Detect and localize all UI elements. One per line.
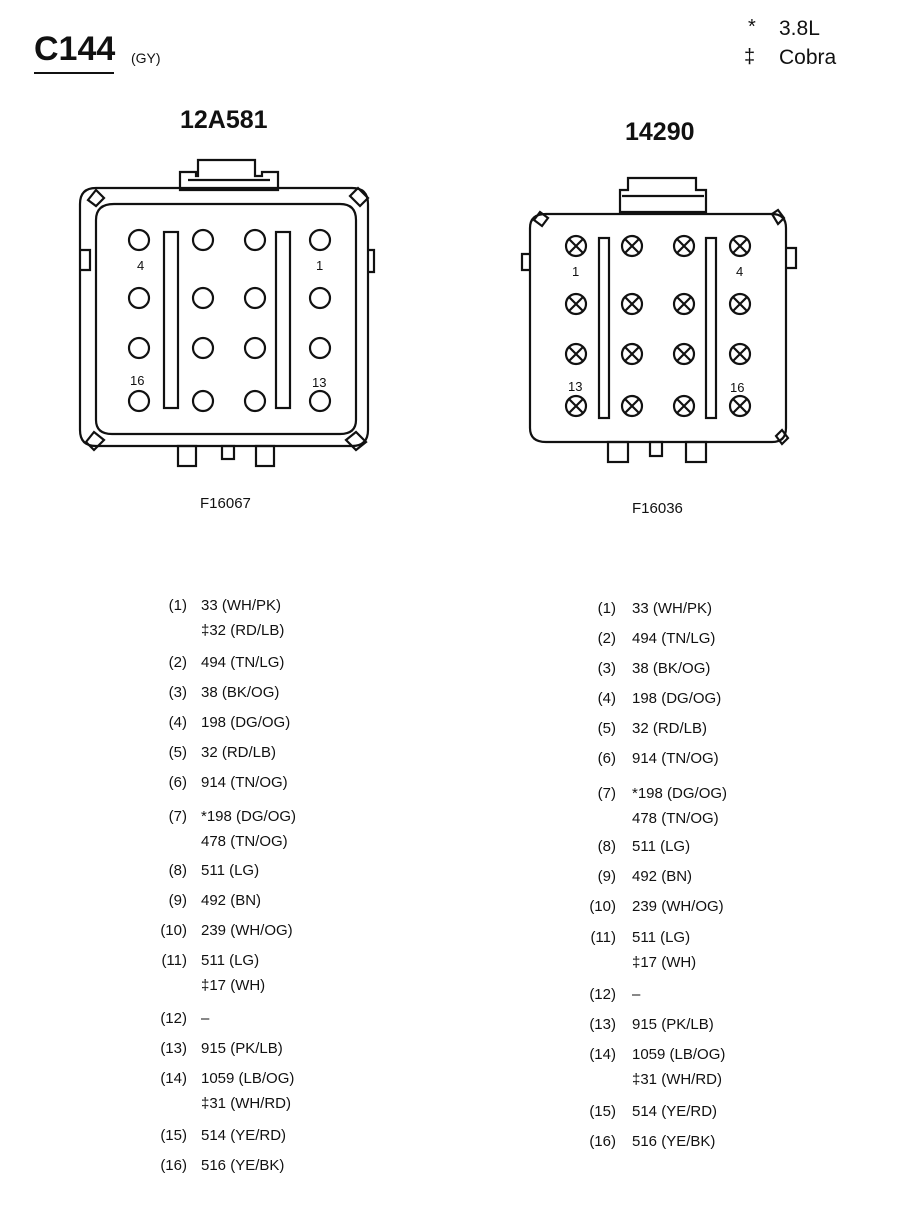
pin-number: (4) bbox=[597, 690, 616, 707]
pin-wire-entry: 478 (TN/OG) bbox=[201, 833, 288, 850]
pin-wire-entry: ‡31 (WH/RD) bbox=[201, 1095, 292, 1112]
pin-number: (5) bbox=[597, 720, 616, 737]
pin-wire-entry: 198 (DG/OG) bbox=[632, 690, 722, 707]
legend-symbol-star: * bbox=[748, 16, 756, 38]
pin-wire-entry: 38 (BK/OG) bbox=[201, 684, 280, 701]
left-pin-label-1: 1 bbox=[316, 258, 324, 273]
pin-wire-entry: 516 (YE/BK) bbox=[632, 1133, 716, 1150]
pin-wire-entry: 494 (TN/LG) bbox=[201, 654, 285, 671]
pin-wire-entry: 239 (WH/OG) bbox=[632, 898, 724, 915]
pin-wire-entry: ‡31 (WH/RD) bbox=[632, 1071, 723, 1088]
pin-number: (10) bbox=[589, 898, 616, 915]
pin-number: (8) bbox=[168, 862, 187, 879]
right-pin-label-13: 13 bbox=[568, 379, 583, 394]
pin-wire-entry: ‡32 (RD/LB) bbox=[201, 622, 285, 639]
left-figure-code: F16067 bbox=[200, 495, 251, 512]
pin-number: (5) bbox=[168, 744, 187, 761]
pin-wire-entry: 492 (BN) bbox=[632, 868, 693, 885]
left-pin-label-4: 4 bbox=[137, 258, 145, 273]
pin-wire-entry: 33 (WH/PK) bbox=[632, 600, 713, 617]
legend-text-cobra: Cobra bbox=[779, 46, 837, 69]
pin-number: (11) bbox=[590, 929, 616, 946]
pin-number: (3) bbox=[597, 660, 616, 677]
pin-wire-entry: 514 (YE/RD) bbox=[632, 1103, 718, 1120]
pin-wire-entry: – bbox=[201, 1010, 210, 1027]
pin-wire-entry: 511 (LG) bbox=[201, 862, 260, 879]
pin-wire-entry: 516 (YE/BK) bbox=[201, 1157, 285, 1174]
pin-number: (12) bbox=[160, 1010, 187, 1027]
pin-number: (7) bbox=[597, 785, 616, 802]
pin-number: (10) bbox=[160, 922, 187, 939]
right-pin-label-1: 1 bbox=[572, 264, 580, 279]
pin-wire-entry: 478 (TN/OG) bbox=[632, 810, 719, 827]
left-connector-diagram bbox=[0, 0, 912, 520]
pin-number: (1) bbox=[168, 597, 187, 614]
right-figure-code: F16036 bbox=[632, 500, 683, 517]
pin-number: (12) bbox=[589, 986, 616, 1003]
pin-wire-entry: *198 (DG/OG) bbox=[201, 808, 297, 825]
pin-number: (15) bbox=[160, 1127, 187, 1144]
pin-wire-entry: 514 (YE/RD) bbox=[201, 1127, 287, 1144]
pin-number: (1) bbox=[597, 600, 616, 617]
pin-wire-entry: 198 (DG/OG) bbox=[201, 714, 291, 731]
pin-wire-entry: 914 (TN/OG) bbox=[632, 750, 719, 767]
pin-number: (6) bbox=[597, 750, 616, 767]
pin-number: (14) bbox=[160, 1070, 187, 1087]
pin-wire-entry: 38 (BK/OG) bbox=[632, 660, 711, 677]
pin-number: (8) bbox=[597, 838, 616, 855]
pin-wire-entry: 239 (WH/OG) bbox=[201, 922, 293, 939]
pin-wire-entry: *198 (DG/OG) bbox=[632, 785, 728, 802]
pin-wire-entry: 511 (LG) bbox=[632, 838, 691, 855]
pin-number: (15) bbox=[589, 1103, 616, 1120]
pin-number: (7) bbox=[168, 808, 187, 825]
pin-number: (16) bbox=[160, 1157, 187, 1174]
pin-number: (2) bbox=[168, 654, 187, 671]
pin-number: (9) bbox=[168, 892, 187, 909]
left-pin-label-13: 13 bbox=[312, 375, 327, 390]
pin-wire-entry: 915 (PK/LB) bbox=[201, 1040, 283, 1057]
left-pin-label-16: 16 bbox=[130, 373, 145, 388]
pin-wire-entry: 494 (TN/LG) bbox=[632, 630, 716, 647]
pin-wire-entry: 1059 (LB/OG) bbox=[632, 1046, 726, 1063]
pin-number: (4) bbox=[168, 714, 187, 731]
pin-wire-entry: 1059 (LB/OG) bbox=[201, 1070, 295, 1087]
pin-wire-entry: – bbox=[632, 986, 641, 1003]
pin-number: (6) bbox=[168, 774, 187, 791]
pin-number: (13) bbox=[160, 1040, 187, 1057]
pin-wire-entry: ‡17 (WH) bbox=[201, 977, 266, 994]
right-part-number: 14290 bbox=[625, 118, 695, 146]
pin-wire-entry: 33 (WH/PK) bbox=[201, 597, 282, 614]
pin-number: (9) bbox=[597, 868, 616, 885]
pin-number: (13) bbox=[589, 1016, 616, 1033]
connector-title: C144 bbox=[34, 30, 116, 68]
pin-number: (3) bbox=[168, 684, 187, 701]
pin-wire-entry: ‡17 (WH) bbox=[632, 954, 697, 971]
pin-wire-entry: 32 (RD/LB) bbox=[201, 744, 277, 761]
pin-number: (2) bbox=[597, 630, 616, 647]
left-part-number: 12A581 bbox=[180, 106, 268, 134]
pin-wire-entry: 914 (TN/OG) bbox=[201, 774, 288, 791]
pin-wire-entry: 915 (PK/LB) bbox=[632, 1016, 714, 1033]
pin-number: (14) bbox=[589, 1046, 616, 1063]
pin-number: (11) bbox=[161, 952, 187, 969]
connector-color-code: (GY) bbox=[131, 50, 161, 66]
legend-text-3-8l: 3.8L bbox=[779, 17, 820, 40]
pin-wire-entry: 511 (LG) bbox=[632, 929, 691, 946]
right-pin-label-4: 4 bbox=[736, 264, 744, 279]
pin-wire-entry: 32 (RD/LB) bbox=[632, 720, 708, 737]
legend-symbol-dagger: ‡ bbox=[744, 46, 756, 68]
pin-number: (16) bbox=[589, 1133, 616, 1150]
pin-wire-entry: 511 (LG) bbox=[201, 952, 260, 969]
pin-wire-entry: 492 (BN) bbox=[201, 892, 262, 909]
right-pin-label-16: 16 bbox=[730, 380, 745, 395]
